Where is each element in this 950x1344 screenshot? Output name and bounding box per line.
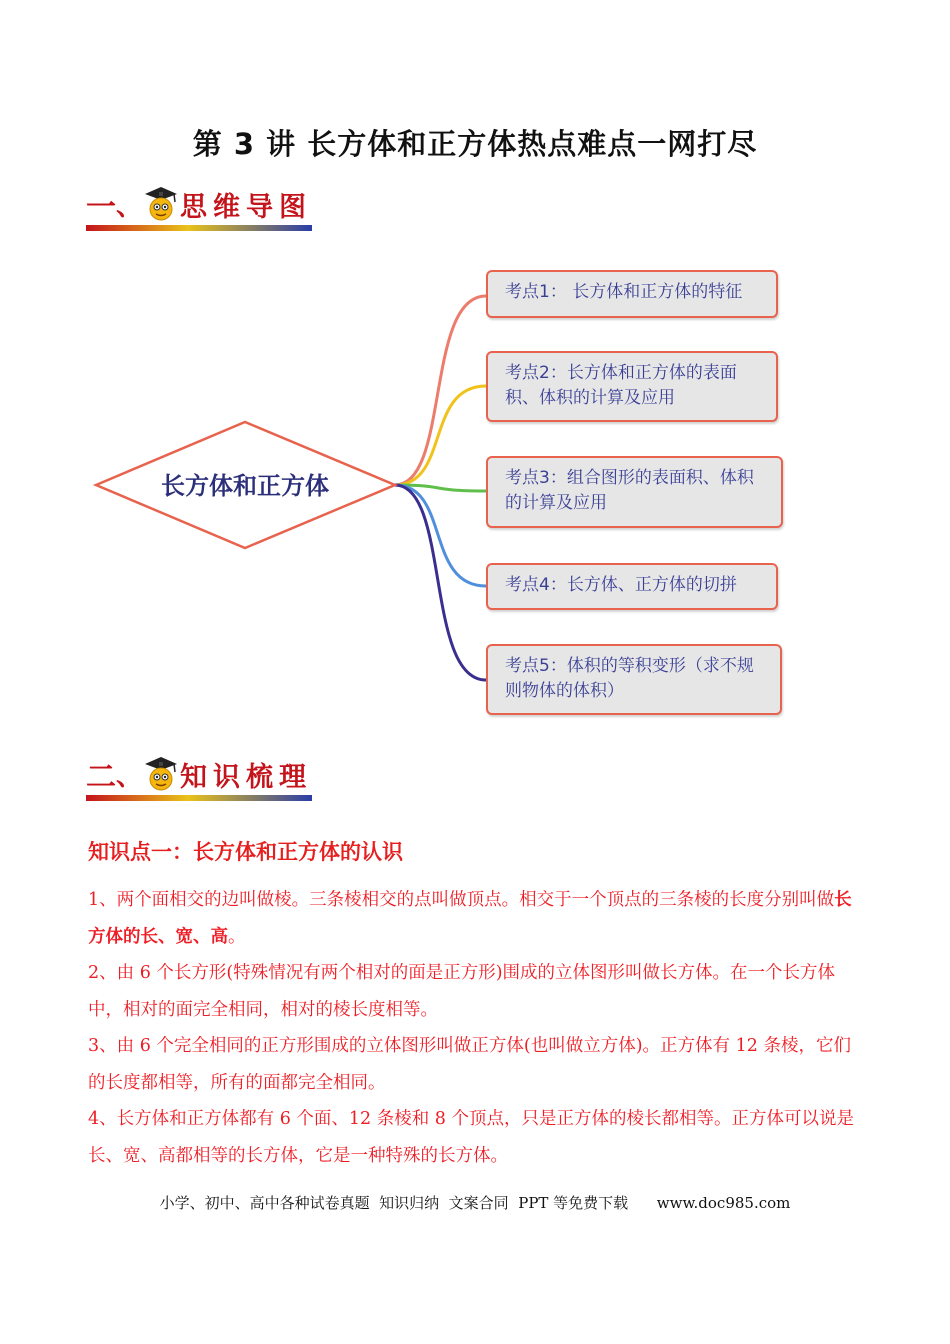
paragraph-1: [88, 882, 868, 955]
mindmap-node-1: 考点1： 长方体和正方体的特征: [486, 270, 778, 318]
banner-text: 知识梳理: [180, 761, 313, 793]
connector-4: [395, 485, 486, 586]
banner-text: 思维导图: [180, 191, 313, 223]
paragraph-1-end: 。: [228, 926, 246, 947]
section-heading: 知识点一：长方体和正方体的认识: [88, 840, 403, 864]
connector-2: [395, 386, 486, 485]
banner-number: 二: [86, 760, 116, 795]
mindmap-node-4: 考点4：长方体、正方体的切拼: [486, 563, 778, 610]
paragraph-2: 2、由 6 个长方形(特殊情况有两个相对的面是正方形)围成的立体图形叫做长方体。在一个长方体中，相对的面完全相同，相对的棱长度相等。: [88, 963, 836, 1020]
connector-1: [395, 296, 486, 485]
mindmap-node-3: 考点3：组合图形的表面积、体积的计算及应用: [486, 456, 783, 528]
mindmap-center-label: 长方体和正方体: [161, 472, 329, 500]
banner-separator: 、: [116, 191, 143, 222]
paragraph-1-bold: 长方体的长、宽、高: [88, 890, 852, 947]
mindmap-node-5: 考点5：体积的等积变形（求不规则物体的体积）: [486, 644, 782, 715]
banner-underline: [86, 795, 312, 801]
page-title: 第 3 讲 长方体和正方体热点难点一网打尽: [192, 127, 758, 161]
paragraph-3: 3、由 6 个完全相同的正方形围成的立体图形叫做正方体(也叫做立方体)。正方体有 12 条棱，它们的长度都相等，所有的面都完全相同。: [88, 1036, 851, 1093]
paragraph-1-text: 1、两个面相交的边叫做棱。三条棱相交的点叫做顶点。相交于一个顶点的三条棱的长度分别叫做: [88, 890, 835, 910]
page-footer: 小学、初中、高中各种试卷真题 知识归纳 文案合同 PPT 等免费下载 www.doc985.com: [159, 1194, 791, 1212]
banner-separator: 、: [116, 761, 143, 792]
paragraph-4: 4、长方体和正方体都有 6 个面、12 条棱和 8 个顶点，只是正方体的棱长都相等。正方体可以说是长、宽、高都相等的长方体，它是一种特殊的长方体。: [88, 1109, 854, 1166]
section-banner-knowledge: [86, 752, 312, 802]
graduate-mascot-icon: [144, 755, 178, 793]
mindmap-node-2: 考点2：长方体和正方体的表面积、体积的计算及应用: [486, 351, 778, 422]
banner-number: 一: [86, 190, 116, 225]
